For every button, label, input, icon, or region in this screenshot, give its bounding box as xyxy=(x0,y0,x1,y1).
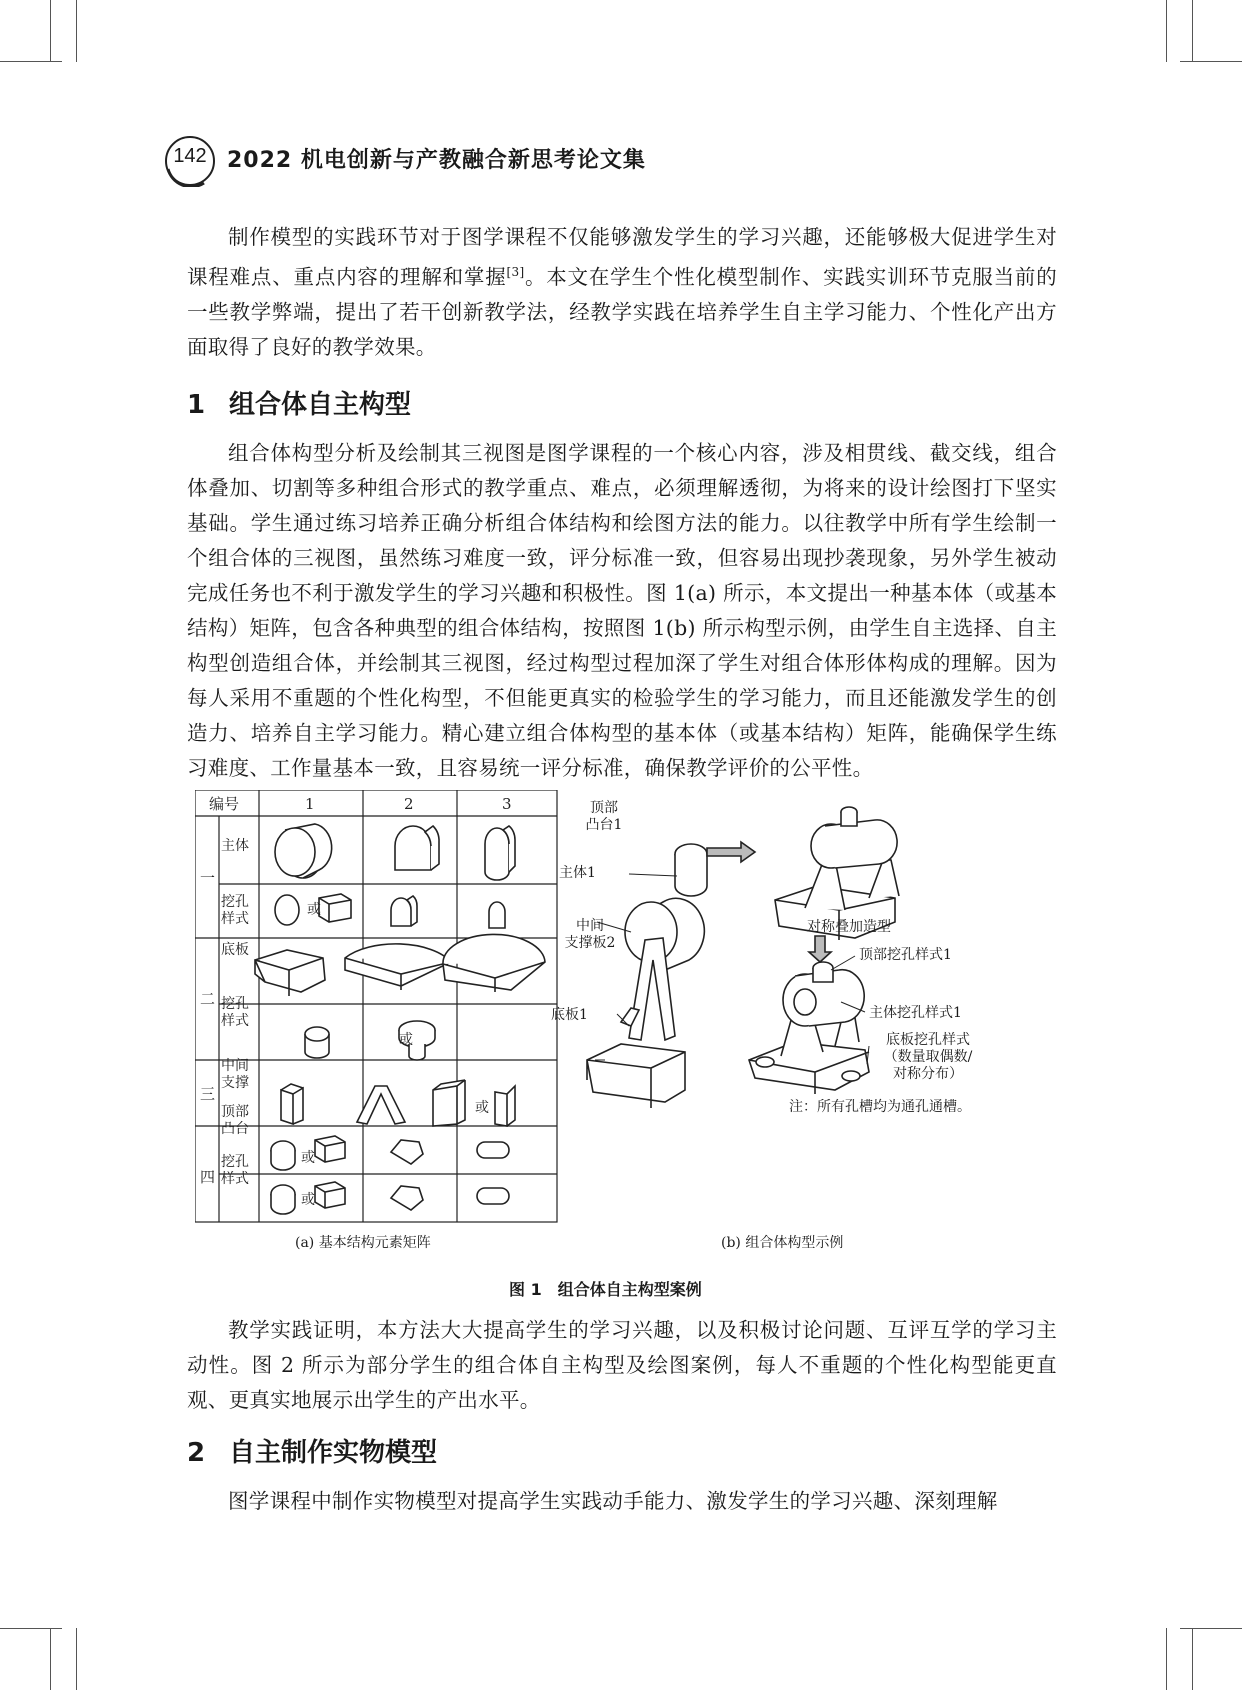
crop-mark xyxy=(1180,61,1242,62)
after-figure-paragraph xyxy=(187,1313,1057,1418)
matrix-header-id: 编号 xyxy=(209,795,240,813)
matrix-group-4: 四 xyxy=(200,1168,216,1186)
matrix-row-label: 挖孔 样式 xyxy=(221,996,249,1029)
crop-mark xyxy=(1166,1628,1167,1690)
label-base: 底板1 xyxy=(551,1007,588,1023)
label-method: 对称叠加造型 xyxy=(807,919,891,935)
matrix-group-1: 一 xyxy=(200,869,216,887)
intro-paragraph xyxy=(187,220,1057,365)
section-2-text: 图学课程中制作实物模型对提高学生实践动手能力、激发学生的学习兴趣、深刻理解 xyxy=(228,1489,998,1513)
crop-mark xyxy=(76,1628,77,1690)
matrix-or-1: 或 xyxy=(307,902,321,918)
book-title: 2022 机电创新与产教融合新思考论文集 xyxy=(227,148,646,173)
matrix-group-2: 二 xyxy=(200,990,216,1008)
section-number: 1 xyxy=(187,390,206,420)
section-1-paragraph xyxy=(187,436,1057,786)
citation: [3] xyxy=(506,265,525,279)
section-2-paragraph xyxy=(187,1484,1057,1519)
matrix-group-3: 三 xyxy=(200,1085,216,1103)
section-title: 自主制作实物模型 xyxy=(229,1438,438,1468)
crop-mark xyxy=(0,61,62,62)
section-title: 组合体自主构型 xyxy=(229,390,412,420)
crop-mark xyxy=(1192,0,1193,62)
crop-mark xyxy=(50,0,51,62)
label-main: 主体1 xyxy=(559,865,596,881)
matrix-or-3: 或 xyxy=(475,1100,489,1116)
matrix-row-label-box xyxy=(219,816,259,1222)
matrix-or-4: 或 xyxy=(301,1150,315,1166)
matrix-row-label: 中间 支撑 xyxy=(221,1058,249,1091)
label-top-hole: 顶部挖孔样式1 xyxy=(859,947,952,963)
matrix-row-label: 挖孔 样式 xyxy=(221,894,249,927)
matrix-header-2: 2 xyxy=(404,795,414,813)
figure-note: 注：所有孔槽均为通孔通槽。 xyxy=(789,1099,971,1115)
matrix-header-3: 3 xyxy=(502,795,512,813)
crop-mark xyxy=(1166,0,1167,62)
page-number-badge xyxy=(160,133,220,187)
page-number: 142 xyxy=(173,145,207,167)
matrix-or-5: 或 xyxy=(301,1192,315,1208)
label-main-hole: 主体挖孔样式1 xyxy=(869,1005,962,1021)
intro-text-tail: 。本文在学生个性化模型制作、实践实训环节克服当前的一些教学弊端，提出了若干创新教学法，经教学实践在培养学生自主学习能力、个性化产出方面取得了良好的教学效果。 xyxy=(187,264,1058,359)
section-number: 2 xyxy=(187,1438,206,1468)
label-support: 中间 支撑板2 xyxy=(564,918,616,951)
label-base-hole: 底板挖孔样式 （数量取偶数/ 对称分布） xyxy=(883,1032,973,1082)
caption-b: (b) 组合体构型示例 xyxy=(721,1235,844,1251)
label-top-boss: 顶部 凸台1 xyxy=(585,800,623,833)
figure-caption: 图 1 组合体自主构型案例 xyxy=(509,1280,702,1299)
matrix-shapes xyxy=(255,824,545,1214)
matrix-or-2: 或 xyxy=(399,1032,413,1048)
after-figure-text: 教学实践证明，本方法大大提高学生的学习兴趣，以及积极讨论问题、互评互学的学习主动性。图 2 所示为部分学生的组合体自主构型及绘图案例，每人不重题的个性化构型能更直观、更真实地展示出学生的产出水平。 xyxy=(187,1318,1057,1412)
figure-1 xyxy=(195,790,1065,1300)
matrix-row-label: 挖孔 样式 xyxy=(221,1154,249,1187)
caption-a: (a) 基本结构元素矩阵 xyxy=(295,1235,431,1251)
crop-mark xyxy=(76,0,77,62)
crop-mark xyxy=(50,1628,51,1690)
matrix-header-1: 1 xyxy=(305,795,315,813)
section-1-heading xyxy=(187,384,411,421)
crop-mark xyxy=(0,1628,62,1629)
intro-text: 制作模型的实践环节对于图学课程不仅能够激发学生的学习兴趣，还能够极大促进学生对课程难点、重点内容的理解和掌握 xyxy=(187,225,1057,289)
matrix-row-label: 顶部 凸台 xyxy=(221,1104,249,1137)
matrix-row-label: 底板 xyxy=(221,942,249,958)
section-2-heading xyxy=(187,1432,437,1469)
section-1-text: 组合体构型分析及绘制其三视图是图学课程的一个核心内容，涉及相贯线、截交线，组合体叠加、切割等多种组合形式的教学重点、难点，必须理解透彻，为将来的设计绘图打下坚实基础。学生通过练习培养正确分析组合体结构和绘图方法的能力。以往教学中所有学生绘制一个组合体的三视图，虽然练习难度一致，评分标准一致，但容易出现抄袭现象，另外学生被动完成任务也不利于激发学生的学习兴趣和积极性。图 1(a) 所示，本文提出一种基本体（或基本结构）矩阵，包含各种典型的组合体结构，按照图 1(b) 所示构型示例，由学生自主选择、自主构型创造组合体，并绘制其三视图，经过构型过程加深了学生对组合体形体构成的理解。因为每人采用不重题的个性化构型，不但能更真实的检验学生的学习能力，而且还能激发学生的创造力、培养自主学习能力。精心建立组合体构型的基本体（或基本结构）矩阵，能确保学生练习难度、工作量基本一致，且容易统一评分标准，确保教学评价的公平性。 xyxy=(187,441,1057,780)
crop-mark xyxy=(1180,1628,1242,1629)
crop-mark xyxy=(1192,1628,1193,1690)
matrix-row-label: 主体 xyxy=(221,838,249,854)
